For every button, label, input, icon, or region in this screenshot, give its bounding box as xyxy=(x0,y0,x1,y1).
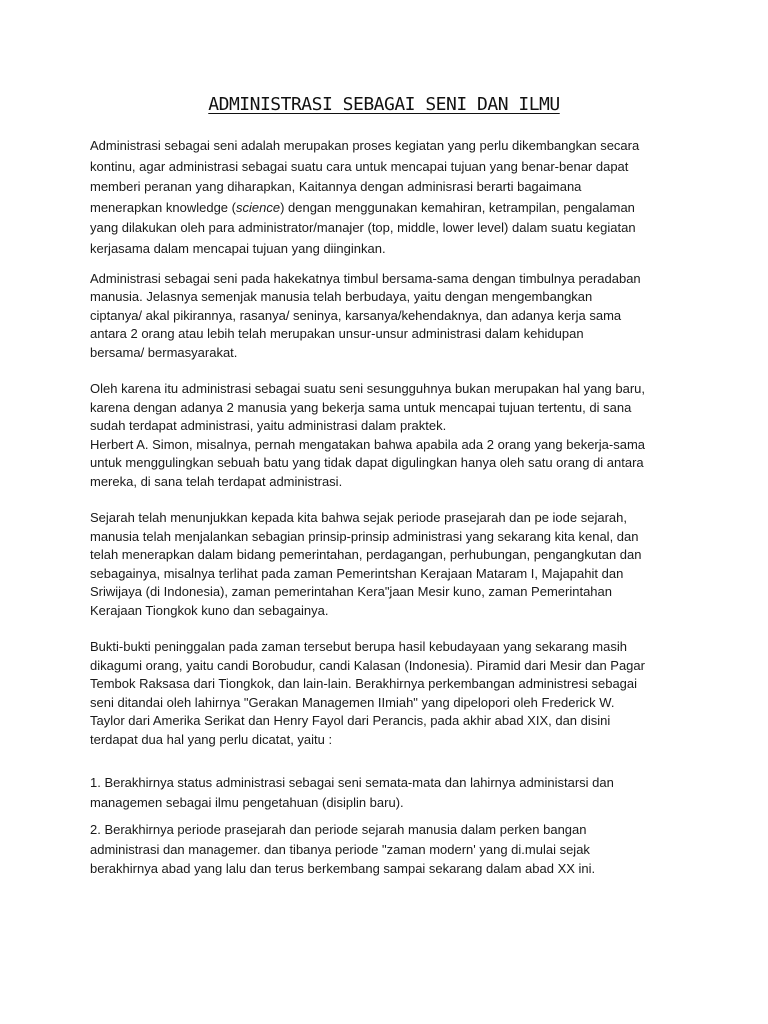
paragraph-4: Sejarah telah menunjukkan kepada kita bahwa sejak periode prasejarah dan pe iode sejarah, manusia telah menjalankan sebagian prinsip-prinsip administrasi yang sekarang kita kenal, dan telah menerapkan dalam bidang pemerintahan, perdagangan, perhubungan, pengangkutan dan sebagainya, misalnya terlihat pada zaman Pemerintshan Kerajaan Mataram I, Majapahit dan Sriwijaya (di Indonesia), zaman pemerintahan Kera"jaan Mesir kuno, zaman Pemerintahan Kerajaan Tiongkok kuno dan sebagainya. xyxy=(90,510,642,618)
paragraph-1 xyxy=(90,136,690,260)
paragraph-2: Administrasi sebagai seni pada hakekatnya timbul bersama-sama dengan timbulnya peradaban manusia. Jelasnya semenjak manusia telah berbudaya, yaitu dengan mengembangkan ciptanya/ akal pikirannya, rasanya/ seninya, karsanya/kehendaknya, dan adanya kerja sama antara 2 orang atau lebih telah merupakan unsur-unsur administrasi dalam kehidupan bersama/ bermasyarakat. xyxy=(90,270,641,360)
document-body xyxy=(90,136,690,879)
document-title: ADMINISTRASI SEBAGAI SENI DAN ILMU xyxy=(208,94,560,115)
paragraph-5: Bukti-bukti peninggalan pada zaman tersebut berupa hasil kebudayaan yang sekarang masih dikagumi orang, yaitu candi Borobudur, candi Kalasan (Indonesia). Piramid dari Mesir dan Pagar Tembok Raksasa dari Tiongkok, dan lain-lain. Berakhirnya perkembangan administresi sebagai seni ditandai oleh lahirnya "Gerakan Managemen IImiah" yang dipelopori oleh Frederick W. Taylor dari Amerika Serikat dan Henry Fayol dari Perancis, pada akhir abad XIX, dan disini terdapat dua hal yang perlu dicatat, yaitu : xyxy=(90,639,645,747)
list-item-2: 2. Berakhirnya periode prasejarah dan periode sejarah manusia dalam perken bangan administrasi dan managemer. dan tibanya periode "zaman modern' yang di.mulai sejak berakhirnya abad yang lalu dan terus berkembang sampai sekarang dalam abad XX ini. xyxy=(90,822,596,877)
paragraph-1-italic-term: science xyxy=(235,199,281,215)
paragraph-3: Oleh karena itu administrasi sebagai suatu seni sesungguhnya bukan merupakan hal yang baru, karena dengan adanya 2 manusia yang bekerja sama untuk mencapai tujuan tertentu, di sana sudah terdapat administrasi, yaitu administrasi dalam praktek. Herbert A. Simon, misalnya, pernah mengatakan bahwa apabila ada 2 orang yang bekerja-sama untuk menggulingkan sebuah batu yang tidak dapat digulingkan hanya oleh satu orang di antara mereka, di sana telah terdapat administrasi. xyxy=(90,381,646,489)
paragraph-1-text-b: ) dengan menggunakan kemahiran, ketrampilan, pengalaman yang dilakukan oleh para administrator/manajer (top, middle, lower level) dalam suatu kegiatan kerjasama dalam mencapai tujuan yang diinginkan. xyxy=(90,199,636,256)
list-item-1: 1. Berakhirnya status administrasi sebagai seni semata-mata dan lahirnya administarsi dan managemen sebagai ilmu pengetahuan (disiplin baru). xyxy=(90,775,614,810)
paragraph-1-text-a: Administrasi sebagai seni adalah merupakan proses kegiatan yang perlu dikembangkan secara kontinu, agar administrasi sebagai suatu cara untuk mencapai tujuan yang benar-benar dapat memberi peranan yang diharapkan, Kaitannya dengan adminisrasi berarti bagaimana menerapkan knowledge ( xyxy=(90,138,640,215)
